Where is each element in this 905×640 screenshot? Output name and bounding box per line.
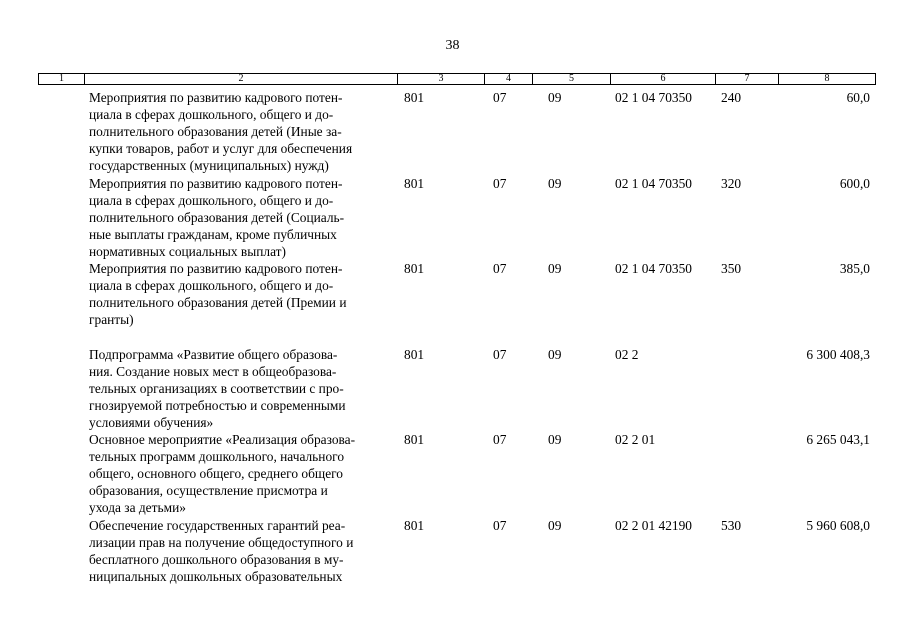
amount: 60,0 <box>846 90 870 105</box>
table-row <box>38 517 876 603</box>
amount: 385,0 <box>839 261 870 277</box>
section-code: 07 <box>493 90 507 105</box>
subsection-code: 09 <box>548 175 562 191</box>
item-name <box>89 346 394 431</box>
column-header-7: 7 <box>716 74 779 84</box>
target-article-code: 02 2 01 <box>615 432 656 448</box>
expense-type-code: 350 <box>721 261 742 277</box>
subsection-code: 09 <box>548 90 562 105</box>
item-name-line: циала в сферах дошкольного, общего и до- <box>89 107 334 122</box>
item-name-line: бесплатного дошкольного образования в му- <box>89 551 344 567</box>
item-name-line: ния. Создание новых мест в общеобразова- <box>89 363 337 379</box>
item-name-line: условиями обучения» <box>89 414 214 430</box>
item-name-line: ниципальных дошкольных образовательных <box>89 568 343 584</box>
page-number: 38 <box>445 38 460 53</box>
item-name-line: государственных (муниципальных) нужд) <box>89 158 329 173</box>
ministry-code: 801 <box>404 90 425 105</box>
expense-type-code: 530 <box>721 517 742 533</box>
item-name-line: гранты) <box>89 312 134 328</box>
amount: 6 265 043,1 <box>806 432 870 448</box>
section-code: 07 <box>493 261 507 277</box>
subsection-code: 09 <box>548 517 562 533</box>
item-name <box>89 89 394 174</box>
target-article-code: 02 2 01 42190 <box>615 517 692 533</box>
table-row <box>38 175 876 261</box>
column-header-2: 2 <box>85 74 398 84</box>
item-name-line: полнительного образования детей (Иные за- <box>89 124 342 139</box>
table-row <box>38 260 876 346</box>
column-header-3: 3 <box>398 74 485 84</box>
item-name-line: тельных программ дошкольного, начального <box>89 449 345 465</box>
item-name-line: Подпрограмма «Развитие общего образова- <box>89 346 338 362</box>
target-article-code: 02 1 04 70350 <box>615 90 692 105</box>
item-name-line: Обеспечение государственных гарантий реа- <box>89 517 346 533</box>
column-header-4: 4 <box>485 74 533 84</box>
target-article-code: 02 2 <box>615 346 639 362</box>
expense-type-code: 320 <box>721 175 742 191</box>
item-name-line: лизации прав на получение общедоступного и <box>89 534 354 550</box>
column-header-6: 6 <box>611 74 716 84</box>
ministry-code: 801 <box>404 346 425 362</box>
item-name <box>89 517 394 585</box>
item-name <box>89 175 394 260</box>
amount: 6 300 408,3 <box>806 346 870 362</box>
subsection-code: 09 <box>548 261 562 277</box>
column-header-5: 5 <box>533 74 611 84</box>
item-name-line: гнозируемой потребностью и современными <box>89 397 346 413</box>
ministry-code: 801 <box>404 517 425 533</box>
item-name <box>89 260 394 328</box>
amount: 5 960 608,0 <box>806 517 870 533</box>
table-row <box>38 431 876 517</box>
section-code: 07 <box>493 517 507 533</box>
amount: 600,0 <box>839 175 870 191</box>
item-name-line: тельных организациях в соответствии с про- <box>89 380 344 396</box>
column-number-header <box>38 73 876 85</box>
table-row <box>38 346 876 432</box>
item-name-line: Мероприятия по развитию кадрового потен- <box>89 90 343 105</box>
item-name-line: циала в сферах дошкольного, общего и до- <box>89 278 334 294</box>
target-article-code: 02 1 04 70350 <box>615 261 692 277</box>
item-name-line: нормативных социальных выплат) <box>89 243 286 259</box>
item-name-line: полнительного образования детей (Социаль- <box>89 209 345 225</box>
item-name-line: полнительного образования детей (Премии и <box>89 295 347 311</box>
column-header-1: 1 <box>39 74 85 84</box>
target-article-code: 02 1 04 70350 <box>615 175 692 191</box>
item-name-line: общего, основного общего, среднего общего <box>89 466 343 482</box>
item-name-line: Основное мероприятие «Реализация образова- <box>89 432 356 448</box>
item-name-line: Мероприятия по развитию кадрового потен- <box>89 175 343 191</box>
item-name-line: образования, осуществление присмотра и <box>89 483 328 499</box>
item-name <box>89 431 394 516</box>
item-name-line: купки товаров, работ и услуг для обеспечения <box>89 141 353 156</box>
ministry-code: 801 <box>404 175 425 191</box>
column-header-8: 8 <box>824 73 830 84</box>
ministry-code: 801 <box>404 432 425 448</box>
section-code: 07 <box>493 346 507 362</box>
item-name-line: Мероприятия по развитию кадрового потен- <box>89 261 343 277</box>
section-code: 07 <box>493 432 507 448</box>
item-name-line: циала в сферах дошкольного, общего и до- <box>89 192 334 208</box>
section-code: 07 <box>493 175 507 191</box>
budget-table-body <box>38 89 876 603</box>
subsection-code: 09 <box>548 346 562 362</box>
item-name-line: ные выплаты гражданам, кроме публичных <box>89 226 337 242</box>
ministry-code: 801 <box>404 261 425 277</box>
item-name-line: ухода за детьми» <box>89 500 186 516</box>
expense-type-code: 240 <box>721 90 742 105</box>
subsection-code: 09 <box>548 432 562 448</box>
table-row <box>38 89 876 175</box>
